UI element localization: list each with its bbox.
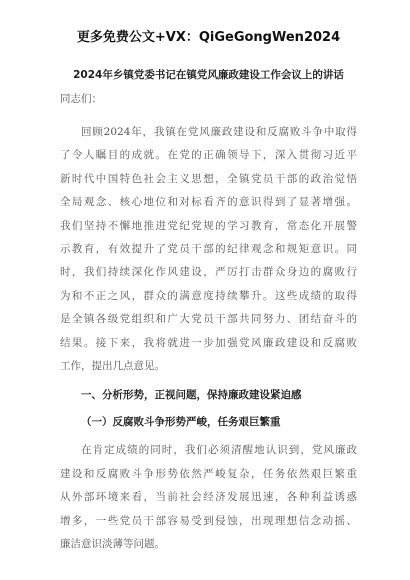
section-heading: 一、分析形势，正视问题，保持廉政建设紧迫感 [81, 389, 302, 402]
paragraph-line: 廉洁意识淡薄等问题。 [60, 538, 165, 551]
paragraph-line: 示教育，有效提升了党员干部的纪律观念和规矩意识。同 [60, 243, 357, 256]
paragraph-line: 新时代中国特色社会主义思想，全镇党员干部的政治觉悟 [60, 172, 357, 185]
document-title: 2024年乡镇党委书记在镇党风廉政建设工作会议上的讲话 [73, 69, 344, 81]
paragraph-line: 增多，一些党员干部容易受到侵蚀，出现理想信念动摇、 [60, 514, 357, 527]
paragraph-line: 回顾2024年，我镇在党风廉政建设和反腐败斗争中取得 [81, 126, 357, 138]
intro-paragraph [60, 121, 357, 378]
salutation: 同志们： [60, 93, 102, 105]
body-paragraph [60, 439, 357, 556]
paragraph-line: 结果。接下来，我将就进一步加强党风廉政建设和反腐败 [60, 336, 357, 349]
subsection-heading: （一）反腐败斗争形势严峻，任务艰巨繁重 [81, 416, 281, 429]
paragraph-line: 了令人瞩目的成就。在党的正确领导下，深入贯彻习近平 [60, 149, 357, 162]
paragraph-line: 工作，提出几点意见。 [60, 360, 165, 373]
paragraph-line: 我们坚持不懈地推进党纪党规的学习教育，常态化开展警 [60, 219, 357, 232]
watermark-header: 更多免费公文+VX：QiGeGongWen2024 [76, 30, 341, 45]
paragraph-line: 全局观念、核心地位和对标看齐的意识得到了显著增强。 [60, 196, 357, 209]
paragraph-line: 建设和反腐败斗争形势依然严峻复杂，任务依然艰巨繁重 [60, 467, 357, 480]
paragraph-line: 是全镇各级党组织和广大党员干部共同努力、团结奋斗的 [60, 313, 357, 326]
paragraph-line: 从外部环境来看，当前社会经济发展迅速，各种利益诱惑 [60, 491, 357, 504]
paragraph-line: 为和不正之风，群众的满意度持续攀升。这些成绩的取得 [60, 289, 357, 302]
paragraph-line: 在肯定成绩的同时，我们必须清醒地认识到，党风廉政 [81, 444, 357, 457]
paragraph-line: 时，我们持续深化作风建设，严厉打击群众身边的腐败行 [60, 266, 357, 279]
